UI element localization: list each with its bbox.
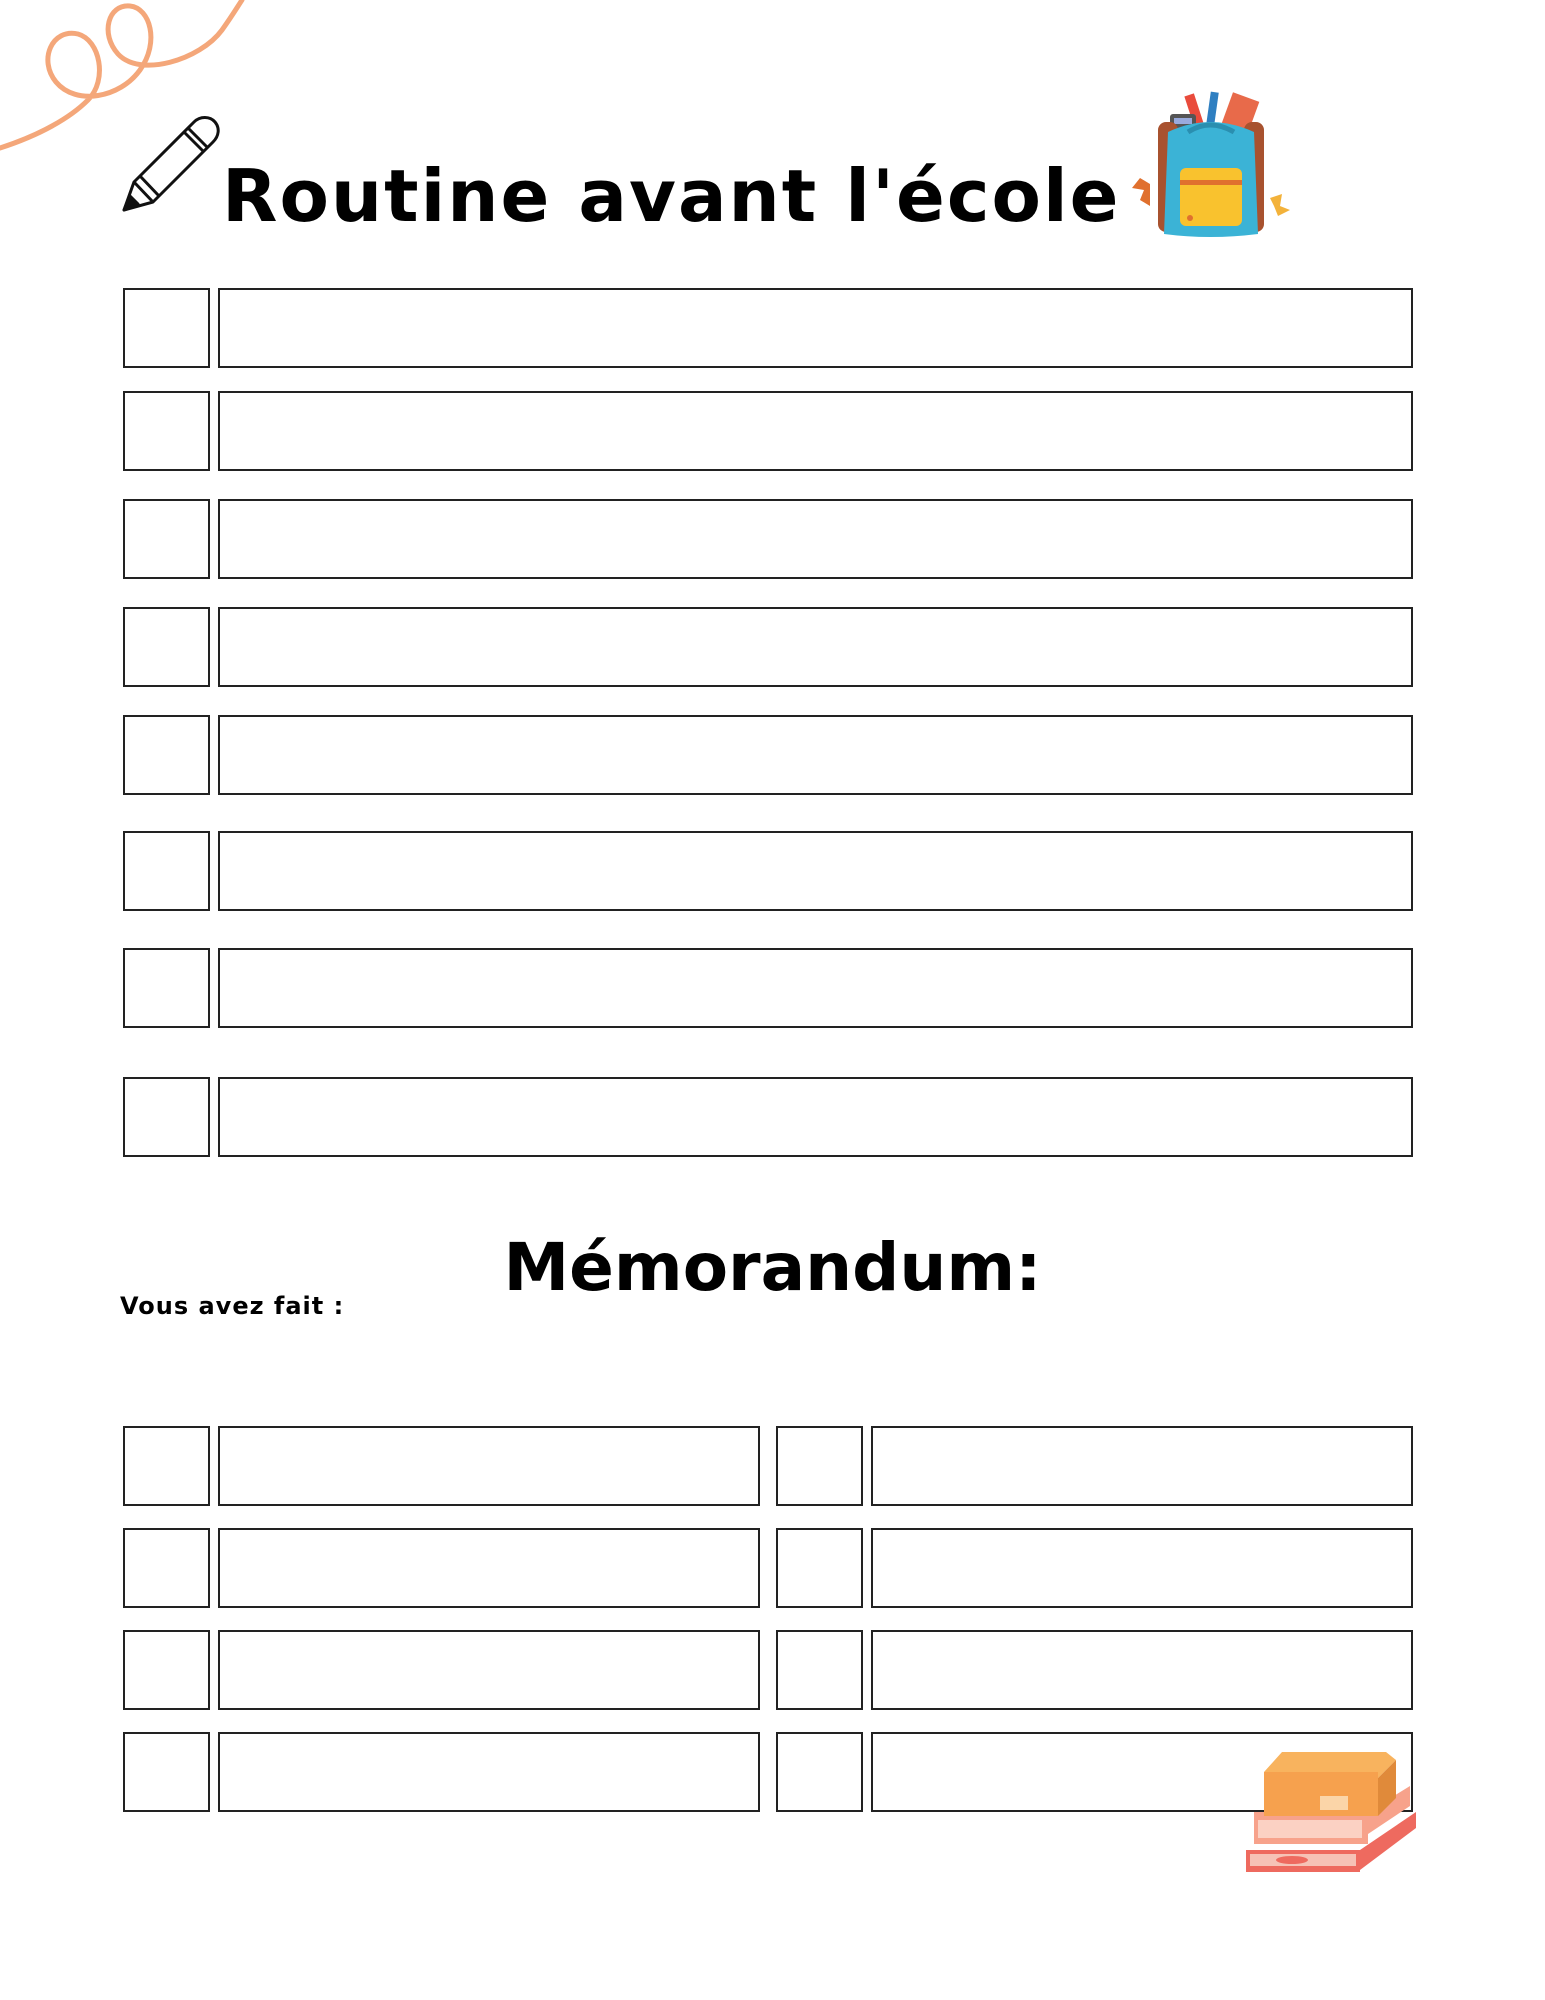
- memo-checkbox-right-1[interactable]: [776, 1426, 863, 1506]
- routine-entry-7[interactable]: [218, 948, 1413, 1028]
- routine-checkbox-4[interactable]: [123, 607, 210, 687]
- memo-entry-left-3[interactable]: [218, 1630, 760, 1710]
- memorandum-title: Mémorandum:: [503, 1228, 1042, 1306]
- memo-checkbox-right-4[interactable]: [776, 1732, 863, 1812]
- routine-entry-2[interactable]: [218, 391, 1413, 471]
- routine-checkbox-7[interactable]: [123, 948, 210, 1028]
- routine-checkbox-2[interactable]: [123, 391, 210, 471]
- school-backpack-icon: [1130, 88, 1290, 248]
- memo-entry-left-4[interactable]: [218, 1732, 760, 1812]
- stacked-books-icon: [1240, 1746, 1420, 1896]
- page-title: Routine avant l'école: [222, 154, 1121, 239]
- memo-checkbox-left-2[interactable]: [123, 1528, 210, 1608]
- memo-checkbox-right-2[interactable]: [776, 1528, 863, 1608]
- memo-entry-left-1[interactable]: [218, 1426, 760, 1506]
- memo-entry-left-2[interactable]: [218, 1528, 760, 1608]
- routine-entry-6[interactable]: [218, 831, 1413, 911]
- routine-checkbox-6[interactable]: [123, 831, 210, 911]
- routine-entry-5[interactable]: [218, 715, 1413, 795]
- pencil-icon: [118, 112, 222, 216]
- routine-checkbox-1[interactable]: [123, 288, 210, 368]
- routine-checkbox-5[interactable]: [123, 715, 210, 795]
- routine-checkbox-3[interactable]: [123, 499, 210, 579]
- routine-entry-3[interactable]: [218, 499, 1413, 579]
- routine-checkbox-8[interactable]: [123, 1077, 210, 1157]
- memo-entry-right-2[interactable]: [871, 1528, 1413, 1608]
- routine-entry-1[interactable]: [218, 288, 1413, 368]
- memo-checkbox-right-3[interactable]: [776, 1630, 863, 1710]
- memorandum-subtitle: Vous avez fait :: [120, 1292, 345, 1320]
- routine-entry-8[interactable]: [218, 1077, 1413, 1157]
- memo-entry-right-1[interactable]: [871, 1426, 1413, 1506]
- memo-checkbox-left-4[interactable]: [123, 1732, 210, 1812]
- routine-entry-4[interactable]: [218, 607, 1413, 687]
- memo-checkbox-left-1[interactable]: [123, 1426, 210, 1506]
- memo-checkbox-left-3[interactable]: [123, 1630, 210, 1710]
- memo-entry-right-3[interactable]: [871, 1630, 1413, 1710]
